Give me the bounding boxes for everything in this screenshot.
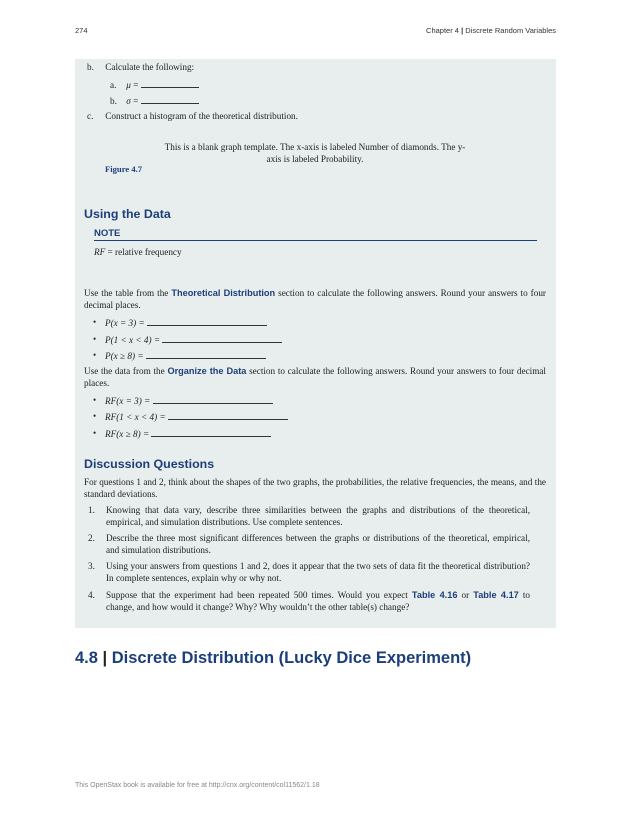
theoretical-instructions xyxy=(84,288,546,312)
page-number: 274 xyxy=(75,26,88,35)
prob-item-text: P(x ≥ 8) = xyxy=(105,351,146,361)
figure-caption xyxy=(155,142,475,166)
mu-symbol: μ xyxy=(126,80,131,90)
question-number: 2. xyxy=(88,533,95,543)
calc-item-b xyxy=(87,62,194,74)
calc-item-b-text: Calculate the following: xyxy=(105,62,195,72)
sigma-symbol: σ xyxy=(126,96,131,106)
calc-item-c-text: Construct a histogram of the theoretical distribution. xyxy=(105,111,298,121)
note-text: = relative frequency xyxy=(105,247,182,257)
calc-item-c xyxy=(87,111,298,123)
table-4-16-link[interactable]: Table 4.16 xyxy=(411,590,458,600)
theoretical-distribution-link[interactable]: Theoretical Distribution xyxy=(171,288,276,298)
organize-the-data-link[interactable]: Organize the Data xyxy=(167,366,247,376)
calc-item-b-label: b. xyxy=(87,62,94,72)
bullet-icon: • xyxy=(93,395,97,405)
answer-blank[interactable] xyxy=(151,428,271,437)
calc-sigma-label: b. xyxy=(110,96,117,106)
page-footer: This OpenStax book is available for free at http://cnx.org/content/col11562/1.18 xyxy=(75,782,320,789)
bullet-icon: • xyxy=(93,334,97,344)
bullet-icon: • xyxy=(93,411,97,421)
question-number: 1. xyxy=(88,505,95,515)
mu-answer-blank[interactable] xyxy=(141,79,199,88)
calc-item-c-label: c. xyxy=(87,111,94,121)
mu-equals: = xyxy=(130,80,141,90)
question-number: 4. xyxy=(88,590,95,600)
bullet-icon: • xyxy=(93,317,97,327)
question-number: 3. xyxy=(88,561,95,571)
chapter-label: Chapter 4 xyxy=(426,26,459,35)
sigma-answer-blank[interactable] xyxy=(141,95,199,104)
figure-caption-line1: This is a blank graph template. The x-axis is labeled Number of diamonds. The y- xyxy=(164,142,466,152)
note-abbr: RF xyxy=(94,247,106,257)
section-number: 4.8 xyxy=(75,649,98,667)
figure-label: Figure 4.7 xyxy=(105,164,143,174)
prob-item-text: P(x = 3) = xyxy=(105,318,147,328)
chapter-title: Discrete Random Variables xyxy=(465,26,556,35)
calc-mu-label: a. xyxy=(110,80,117,90)
para1-post: section to calculate the following answers. Round your answers to four decimal places. xyxy=(84,288,546,310)
discussion-intro: For questions 1 and 2, think about the shapes of the two graphs, the probabilities, the relative frequencies, the means, and the standard deviations. xyxy=(84,477,546,499)
question-text: Knowing that data vary, describe three similarities between the graphs and distributions of the theoretical, empirical, and simulation distributions. Use complete sentences. xyxy=(106,505,530,527)
question-text: Using your answers from questions 1 and 2, does it appear that the two sets of data fit the theoretical distribution? In complete sentences, explain why or why not. xyxy=(106,561,530,583)
chapter-separator: | xyxy=(461,26,464,35)
organize-instructions xyxy=(84,366,546,390)
rf-item-text: RF(1 < x < 4) = xyxy=(105,412,168,422)
bullet-icon: • xyxy=(93,350,97,360)
section-title-text: Discrete Distribution (Lucky Dice Experiment) xyxy=(111,649,472,667)
calc-sigma-row xyxy=(110,95,199,108)
note-body xyxy=(94,247,182,259)
note-title: NOTE xyxy=(94,228,121,239)
note-divider xyxy=(94,240,537,241)
question-text-4 xyxy=(106,590,530,614)
answer-blank[interactable] xyxy=(168,411,288,420)
rf-item-text: RF(x = 3) = xyxy=(105,396,153,406)
rf-item-text: RF(x ≥ 8) = xyxy=(105,429,152,439)
sigma-equals: = xyxy=(130,96,141,106)
answer-blank[interactable] xyxy=(162,334,282,343)
answer-blank[interactable] xyxy=(153,395,273,404)
answer-blank[interactable] xyxy=(146,350,266,359)
para2-pre: Use the data from the xyxy=(84,366,168,376)
running-header xyxy=(426,26,556,36)
q4-pre: Suppose that the experiment had been repeated 500 times. Would you expect xyxy=(106,590,412,600)
prob-item-text: P(1 < x < 4) = xyxy=(105,335,163,345)
section-separator: | xyxy=(102,649,108,667)
section-title xyxy=(75,648,471,669)
lab-content-box xyxy=(75,59,556,628)
answer-blank[interactable] xyxy=(147,317,267,326)
q4-mid: or xyxy=(457,590,474,600)
figure-caption-line2: axis is labeled Probability. xyxy=(266,153,364,164)
table-4-17-link[interactable]: Table 4.17 xyxy=(473,590,519,600)
q4-post: to change, and how would it change? Why? Why wouldn’t the other table(s) change? xyxy=(106,590,531,612)
discussion-heading: Discussion Questions xyxy=(84,457,215,471)
question-text: Describe the three most significant differences between the graphs or distributions of the theoretical, empirical, and simulation distributions. xyxy=(106,533,530,555)
calc-mu-row xyxy=(110,79,199,92)
para1-pre: Use the table from the xyxy=(84,288,172,298)
para2-post: section to calculate the following answers. Round your answers to four decimal places. xyxy=(84,366,546,388)
bullet-icon: • xyxy=(93,428,97,438)
using-data-heading: Using the Data xyxy=(84,207,171,221)
